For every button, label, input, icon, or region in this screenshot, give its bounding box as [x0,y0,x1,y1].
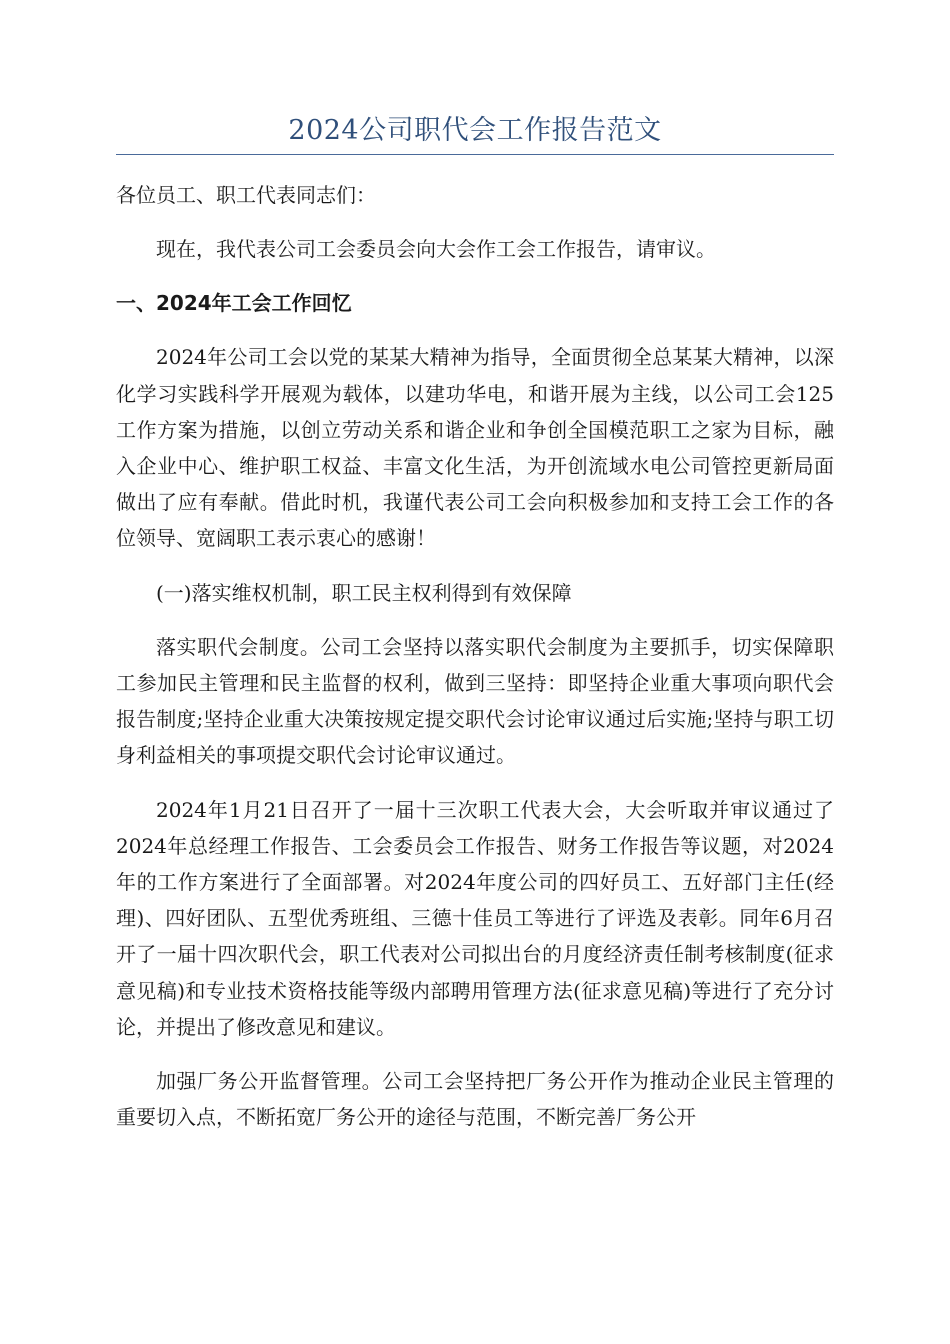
body-paragraph: 2024年公司工会以党的某某大精神为指导，全面贯彻全总某某大精神，以深化学习实践科学开展观为载体，以建功华电，和谐开展为主线，以公司工会125工作方案为措施，以创立劳动关系和谐企业和争创全国模范职工之家为目标，融入企业中心、维护职工权益、丰富文化生活，为开创流域水电公司管控更新局面做出了应有奉献。借此时机，我谨代表公司工会向积极参加和支持工会工作的各位领导、宽阔职工表示衷心的感谢！ [116,345,834,551]
salutation: 各位员工、职工代表同志们： [116,183,376,207]
title-underline [116,154,834,155]
body-paragraph: 加强厂务公开监督管理。公司工会坚持把厂务公开作为推动企业民主管理的重要切入点，不断拓宽厂务公开的途径与范围，不断完善厂务公开 [116,1069,834,1130]
intro-paragraph: 现在，我代表公司工会委员会向大会作工会工作报告，请审议。 [156,237,716,262]
document-page [116,108,834,1153]
body-paragraph: 2024年1月21日召开了一届十三次职工代表大会，大会听取并审议通过了2024年总经理工作报告、工会委员会工作报告、财务工作报告等议题，对2024年的工作方案进行了全面部署。对2024年度公司的四好员工、五好部门主任(经理)、四好团队、五型优秀班组、三德十佳员工等进行了评选及表彰。同年6月召开了一届十四次职代会，职工代表对公司拟出台的月度经济责任制考核制度(征求意见稿)和专业技术资格技能等级内部聘用管理方法(征求意见稿)等进行了充分讨论，并提出了修改意见和建议。 [116,797,834,1039]
section-heading: 一、2024年工会工作回忆 [116,291,352,316]
sub-heading: (一)落实维权机制，职工民主权利得到有效保障 [156,580,572,605]
document-title: 2024公司职代会工作报告范文 [288,115,662,146]
body-paragraph: 落实职代会制度。公司工会坚持以落实职代会制度为主要抓手，切实保障职工参加民主管理和民主监督的权利，做到三坚持：即坚持企业重大事项向职代会报告制度;坚持企业重大决策按规定提交职代会讨论审议通过后实施;坚持与职工切身利益相关的事项提交职代会讨论审议通过。 [116,634,834,768]
